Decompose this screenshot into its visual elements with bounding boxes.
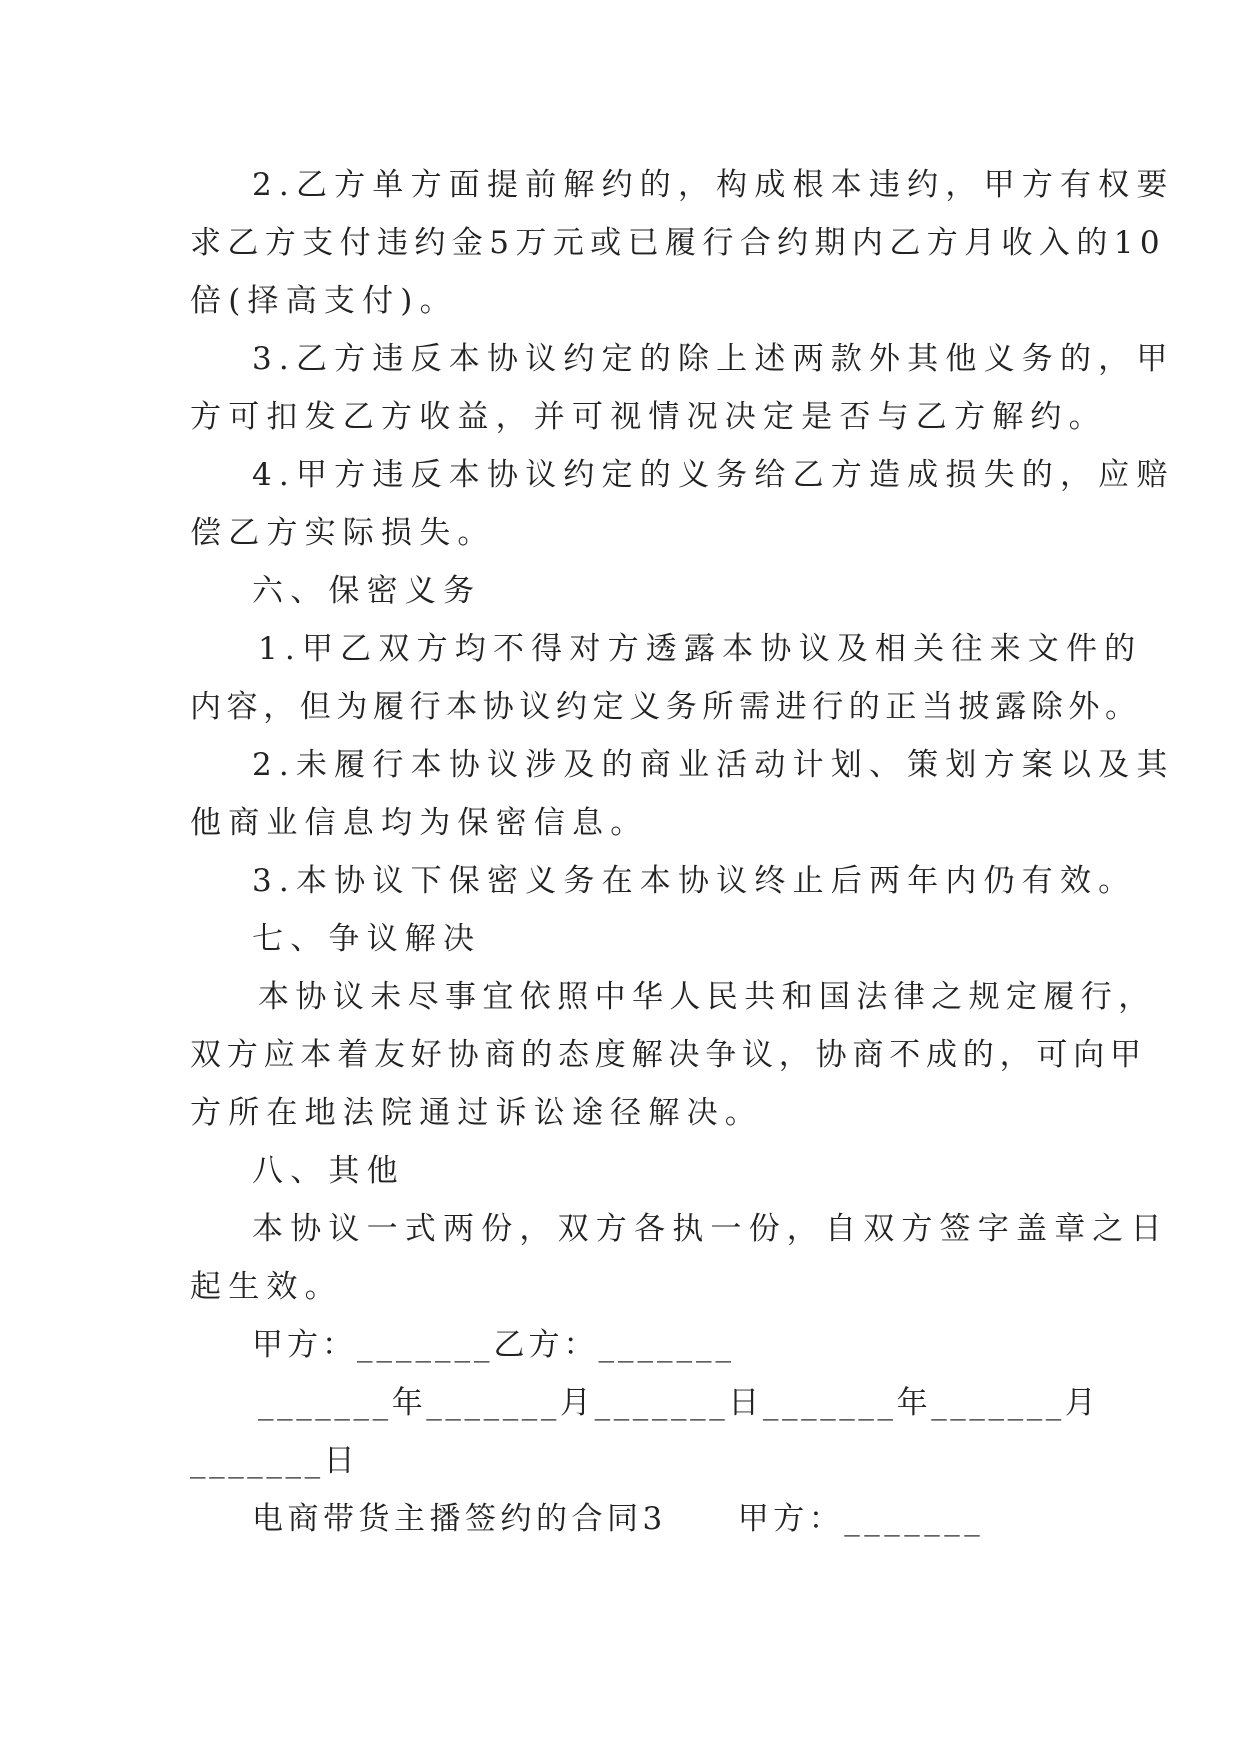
- paragraph-line: 本协议一式两份，双方各执一份，自双方签字盖章之日: [252, 1211, 1169, 1247]
- signature-line-dates: _______年_______月_______日_______年_______月: [258, 1385, 1100, 1421]
- paragraph-line: 倍(择高支付)。: [190, 283, 458, 319]
- signature-line-parties: 甲方：_______乙方：_______: [252, 1327, 735, 1363]
- paragraph-line: 本协议未尽事宜依照中华人民共和国法律之规定履行，: [258, 979, 1156, 1015]
- paragraph-line: 2.未履行本协议涉及的商业活动计划、策划方案以及其: [252, 747, 1175, 783]
- section-heading: 八、其他: [252, 1153, 405, 1189]
- section-heading: 七、争议解决: [252, 921, 482, 957]
- next-contract-heading: 电商带货主播签约的合同3 甲方：_______: [252, 1501, 985, 1537]
- paragraph-line: 偿乙方实际损失。: [190, 515, 496, 551]
- paragraph-line: 2.乙方单方面提前解约的，构成根本违约，甲方有权要: [252, 167, 1175, 203]
- signature-line-date-end: _______日: [190, 1443, 359, 1479]
- section-heading: 六、保密义务: [252, 573, 482, 609]
- paragraph-line: 3.乙方违反本协议约定的除上述两款外其他义务的，甲: [252, 341, 1175, 377]
- paragraph-line: 4.甲方违反本协议约定的义务给乙方造成损失的，应赔: [252, 457, 1175, 493]
- paragraph-line: 1.甲乙双方均不得对方透露本协议及相关往来文件的: [258, 631, 1143, 667]
- paragraph-line: 求乙方支付违约金5万元或已履行合约期内乙方月收入的10: [190, 225, 1166, 261]
- paragraph-line: 方可扣发乙方收益，并可视情况决定是否与乙方解约。: [190, 399, 1107, 435]
- paragraph-line: 内容，但为履行本协议约定义务所需进行的正当披露除外。: [190, 689, 1142, 725]
- paragraph-line: 起生效。: [190, 1269, 343, 1305]
- paragraph-line: 3.本协议下保密义务在本协议终止后两年内仍有效。: [252, 863, 1137, 899]
- paragraph-line: 双方应本着友好协商的态度解决争议，协商不成的，可向甲: [190, 1037, 1147, 1073]
- paragraph-line: 他商业信息均为保密信息。: [190, 805, 649, 841]
- paragraph-line: 方所在地法院通过诉讼途径解决。: [190, 1095, 763, 1131]
